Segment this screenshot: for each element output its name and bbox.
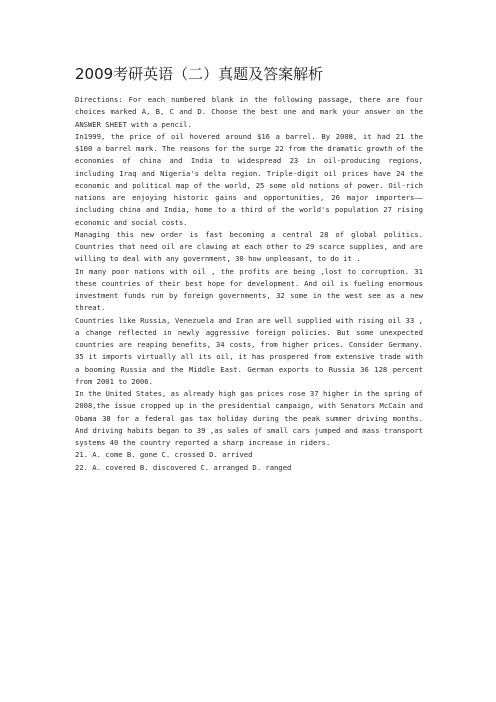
question-22-options: 22. A. covered B. discovered C. arranged D. ranged [75,462,292,472]
passage-paragraph-5: In the United States, as already high gas prices rose 37 higher in the spring of 2008,the issue cropped up in the presidential campaign, with Senators McCain and Obama 38 for a federal gas tax holiday during the peak summer driving months. And driving habits began to 39 ,as sales of small cars jumped and mass transport systems 40 the country reported a sharp increase in riders. [75,389,423,447]
passage-paragraph-3: In many poor nations with oil , the profits are being ,lost to corruption. 31 these countries of their best hope for development. And oil is fueling enormous investment funds run by foreign governments, 32 some in the west see as a new threat. [75,266,423,313]
question-21-options: 21. A. come B. gone C. crossed D. arrived [75,450,253,460]
directions-paragraph: Directions: For each numbered blank in the following passage, there are four choices marked A, B, C and D. Choose the best one and mark your answer on the ANSWER SHEET with a pencil. [75,95,423,129]
passage-paragraph-2: Managing this new order is fast becoming a central 28 of global politics. Countries that need oil are clawing at each other to 29 scarce supplies, and are willing to deal with any government, 30 how unpleasant, to do it . [75,229,423,264]
passage-paragraph-1: In1999, the price of oil hovered around $16 a barrel. By 2008, it had 21 the $100 a barrel mark. The reasons for the surge 22 from the dramatic growth of the economies of china and India to widespread 23 in oil-producing regions, including Iraq and Nigeria's delta region. Triple-digit oil prices have 24 the economic and political map of the world, 25 some old notions of power. Oil-rich nations are enjoying historic gains and opportunities, 26 major importers——including china and India, home to a third of the world's population 27 rising economic and social costs. [75,131,423,227]
page-title: 2009考研英语（二）真题及答案解析 [75,65,324,83]
passage-paragraph-4: Countries like Russia, Venezuela and Iran are well supplied with rising oil 33 , a change reflected in newly aggressive foreign policies. But some unexpected countries are reaping benefits, 34 costs, from higher prices. Consider Germany. 35 it imports virtually all its oil, it has prospered from extensive trade with a booming Russia and the Middle East. German exports to Russia 36 128 percent from 2001 to 2006. [75,315,423,386]
passage-body [75,94,423,474]
